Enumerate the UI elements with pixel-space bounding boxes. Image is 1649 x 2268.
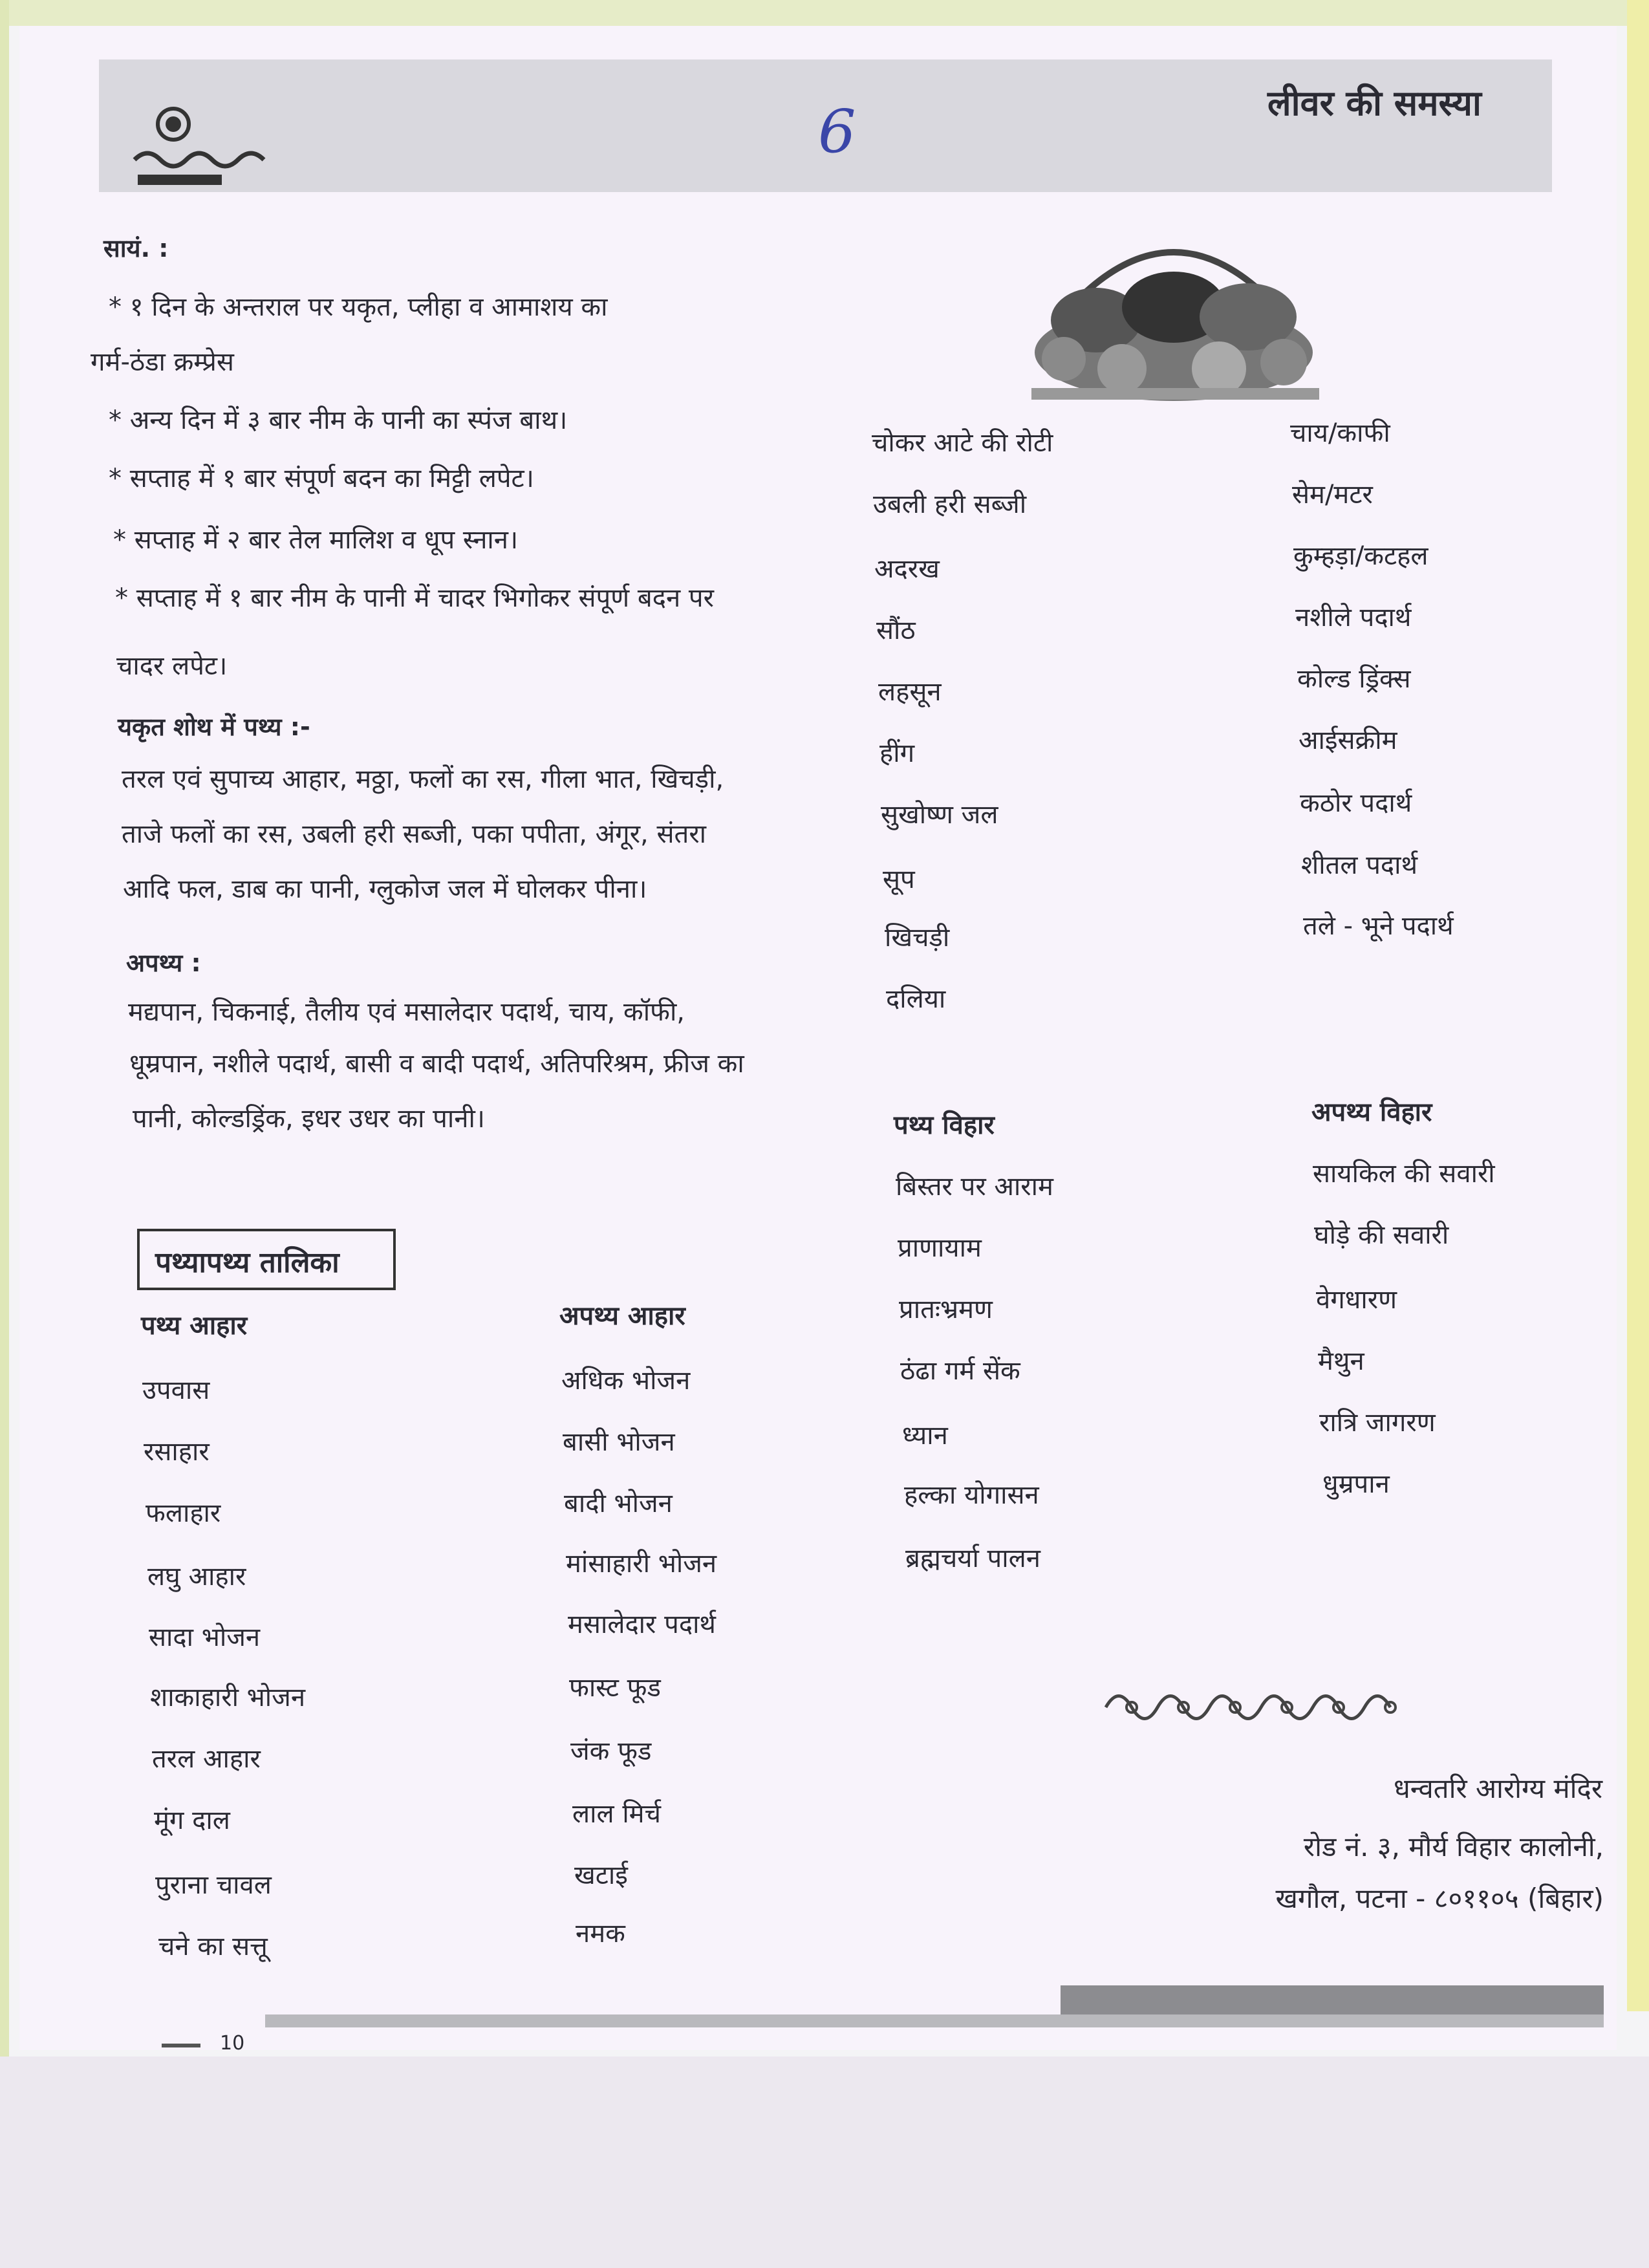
- pathya-heading: यकृत शोथ में पथ्य :-: [118, 713, 310, 741]
- right-pathya-food: अदरख: [874, 554, 940, 584]
- pathya-ahar-item: शाकाहारी भोजन: [150, 1683, 306, 1712]
- evening-item: * सप्ताह में २ बार तेल मालिश व धूप स्नान।: [113, 525, 519, 555]
- apathya-ahar-item: लाल मिर्च: [572, 1799, 661, 1829]
- pathya-vihar-item: ध्यान: [902, 1421, 948, 1451]
- footer-rule-left: [162, 2044, 200, 2047]
- evening-heading: सायं. :: [103, 234, 169, 263]
- apathya-ahar-heading: अपथ्य आहार: [559, 1301, 685, 1331]
- footer-rule: [265, 2014, 1604, 2027]
- page-title: लीवर की समस्या: [1267, 83, 1482, 124]
- right-apathya-food: कुम्हड़ा/कटहल: [1293, 541, 1428, 571]
- pathya-ahar-item: लघु आहार: [147, 1562, 246, 1592]
- pathya-vihar-item: हल्का योगासन: [904, 1480, 1039, 1510]
- pathya-ahar-item: सादा भोजन: [149, 1623, 261, 1652]
- right-pathya-food: चोकर आटे की रोटी: [872, 428, 1053, 458]
- right-apathya-food: तले - भूने पदार्थ: [1303, 911, 1454, 941]
- pathya-line: तरल एवं सुपाच्य आहार, मठ्ठा, फलों का रस, गीला भात, खिचड़ी,: [122, 764, 724, 794]
- apathya-line: पानी, कोल्डड्रिंक, इधर उधर का पानी।: [133, 1104, 485, 1134]
- pathya-vihar-item: ब्रह्मचर्या पालन: [905, 1544, 1040, 1573]
- scan-edge-left: [0, 0, 9, 2268]
- apathya-vihar-item: मैथुन: [1318, 1346, 1364, 1376]
- evening-item: * सप्ताह में १ बार संपूर्ण बदन का मिट्टी लपेट।: [109, 464, 534, 493]
- apathya-ahar-item: बादी भोजन: [564, 1489, 673, 1518]
- evening-item: * सप्ताह में १ बार नीम के पानी में चादर भिगोकर संपूर्ण बदन पर: [115, 583, 714, 613]
- pathya-ahar-item: मूंग दाल: [154, 1806, 230, 1835]
- right-apathya-food: आईसक्रीम: [1299, 726, 1397, 755]
- right-apathya-food: कोल्ड ड्रिंक्स: [1297, 664, 1411, 694]
- page-number: 10: [220, 2032, 245, 2055]
- apathya-ahar-item: जंक फूड: [570, 1736, 652, 1766]
- apathya-ahar-item: मसालेदार पदार्थ: [568, 1610, 716, 1639]
- right-apathya-food: नशीले पदार्थ: [1295, 603, 1412, 632]
- apathya-ahar-item: बासी भोजन: [563, 1427, 675, 1457]
- right-pathya-food: हींग: [879, 739, 915, 768]
- table-title: पथ्यापथ्य तालिका: [155, 1246, 339, 1279]
- pathya-ahar-item: पुराना चावल: [155, 1870, 272, 1900]
- apathya-ahar-item: फास्ट फूड: [569, 1673, 661, 1703]
- apathya-vihar-item: धुम्रपान: [1322, 1469, 1390, 1499]
- pathya-ahar-item: चने का सत्तू: [158, 1932, 268, 1961]
- address-line: खगौल, पटना - ८०११०५ (बिहार): [1275, 1883, 1604, 1914]
- scan-edge-top: [0, 0, 1649, 26]
- evening-item: गर्म-ठंडा क्रम्प्रेस: [91, 347, 234, 377]
- right-apathya-food: सेम/मटर: [1292, 480, 1373, 510]
- handwritten-page-mark: 6: [818, 97, 856, 166]
- wave-ornament-icon: [1099, 1675, 1410, 1727]
- right-pathya-food: सौंठ: [876, 616, 916, 645]
- apathya-ahar-item: मांसाहारी भोजन: [566, 1549, 717, 1579]
- pathya-vihar-item: ठंढा गर्म सेंक: [900, 1356, 1020, 1386]
- apathya-ahar-item: नमक: [576, 1919, 625, 1949]
- apathya-line: मद्यपान, चिकनाई, तैलीय एवं मसालेदार पदार्थ, चाय, कॉफी,: [128, 997, 685, 1027]
- apathya-vihar-heading: अपथ्य विहार: [1311, 1097, 1432, 1127]
- vegetable-basket-image: [1025, 204, 1326, 404]
- apathya-vihar-item: घोड़े की सवारी: [1314, 1220, 1449, 1250]
- pathya-ahar-item: उपवास: [142, 1376, 210, 1405]
- right-pathya-food: लहसून: [878, 677, 942, 707]
- scan-bottom-area: [0, 2057, 1649, 2268]
- scan-edge-right: [1627, 0, 1649, 2011]
- right-pathya-food: सुखोष्ण जल: [881, 800, 998, 830]
- pathya-vihar-heading: पथ्य विहार: [894, 1110, 995, 1140]
- address-line: धन्वतरि आरोग्य मंदिर: [1393, 1773, 1602, 1804]
- apathya-ahar-item: अधिक भोजन: [561, 1366, 691, 1396]
- apathya-vihar-item: वेगधारण: [1316, 1285, 1397, 1315]
- right-pathya-food: खिचड़ी: [885, 923, 950, 953]
- footer-decor: [1061, 1985, 1604, 2018]
- right-pathya-food: सूप: [883, 865, 915, 894]
- apathya-vihar-item: रात्रि जागरण: [1319, 1408, 1436, 1438]
- apathya-vihar-item: सायकिल की सवारी: [1313, 1159, 1495, 1189]
- sun-waves-logo-icon: [131, 98, 280, 189]
- pathya-ahar-item: तरल आहार: [152, 1744, 261, 1774]
- pathya-vihar-item: बिस्तर पर आराम: [896, 1172, 1053, 1202]
- evening-item: * १ दिन के अन्तराल पर यकृत, प्लीहा व आमाशय का: [109, 292, 608, 322]
- evening-item: चादर लपेट।: [116, 651, 228, 681]
- right-apathya-food: शीतल पदार्थ: [1301, 850, 1418, 880]
- pathya-vihar-item: प्रातःभ्रमण: [899, 1295, 993, 1324]
- right-apathya-food: चाय/काफी: [1290, 418, 1390, 448]
- apathya-line: धूम्रपान, नशीले पदार्थ, बासी व बादी पदार्थ, अतिपरिश्रम, फ्रीज का: [129, 1049, 744, 1079]
- pathya-ahar-heading: पथ्य आहार: [141, 1311, 248, 1341]
- pathya-ahar-item: रसाहार: [144, 1437, 210, 1467]
- apathya-ahar-item: खटाई: [574, 1861, 628, 1890]
- right-apathya-food: कठोर पदार्थ: [1300, 788, 1412, 818]
- pathya-ahar-item: फलाहार: [146, 1498, 221, 1528]
- pathya-vihar-item: प्राणायाम: [898, 1233, 982, 1263]
- pathya-line: ताजे फलों का रस, उबली हरी सब्जी, पका पपीता, अंगूर, संतरा: [122, 819, 707, 849]
- right-pathya-food: दलिया: [886, 984, 946, 1014]
- apathya-heading: अपथ्य :: [126, 949, 201, 977]
- pathya-line: आदि फल, डाब का पानी, ग्लुकोज जल में घोलकर पीना।: [123, 874, 647, 904]
- address-line: रोड नं. ३, मौर्य विहार कालोनी,: [1303, 1831, 1604, 1863]
- right-pathya-food: उबली हरी सब्जी: [873, 490, 1027, 519]
- evening-item: * अन्य दिन में ३ बार नीम के पानी का स्पंज बाथ।: [109, 405, 568, 435]
